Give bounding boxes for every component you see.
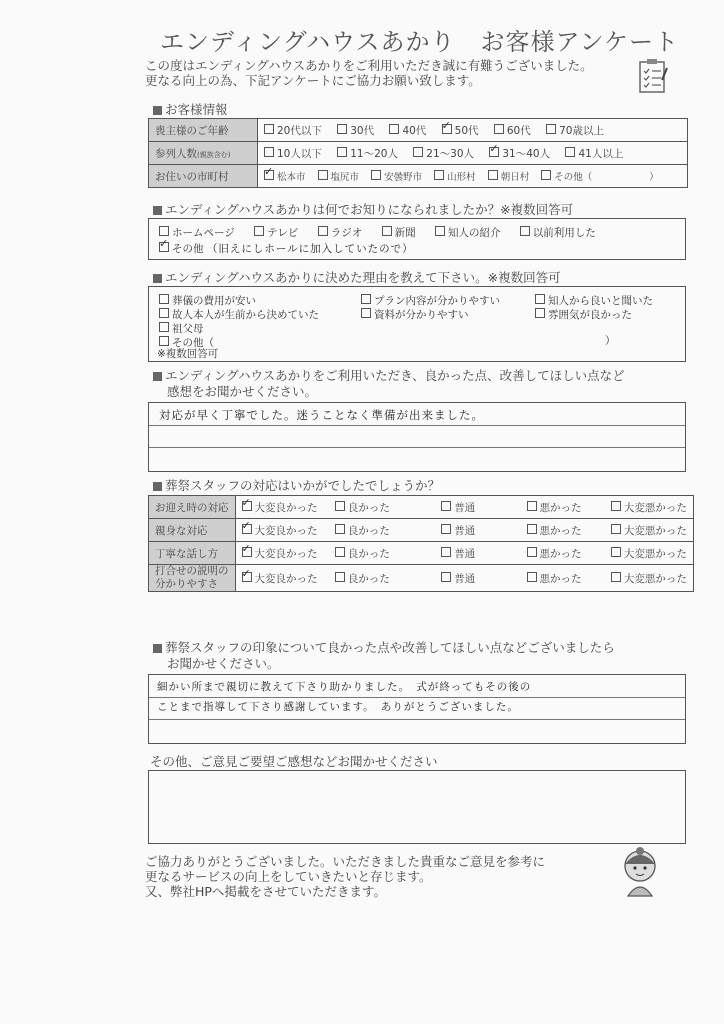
- checkbox[interactable]: [361, 294, 371, 304]
- checkbox[interactable]: [335, 524, 345, 534]
- section-mark-icon: [153, 106, 162, 115]
- section-mark-icon: [153, 206, 162, 215]
- section-heading-other: その他、ご意見ご要望ご感想などお聞かせください: [150, 754, 438, 769]
- checkbox[interactable]: [434, 170, 444, 180]
- impression-box[interactable]: [148, 674, 686, 744]
- attendee-options: 10人以下 11〜20人 21〜30人 ✓ 31〜40人 41人以上: [258, 142, 688, 165]
- section-mark-icon: [153, 372, 162, 381]
- rating-options: ✓ 大変良かった 良かった 普通 悪かった 大変悪かった: [235, 542, 693, 565]
- page-title: エンディングハウスあかり お客様アンケート: [160, 28, 679, 56]
- checkbox[interactable]: [611, 547, 621, 557]
- section-heading-good: エンディングハウスあかりをご利用いただき、良かった点、改善してほしい点など 感想をお聞かせください。: [153, 368, 625, 400]
- checkbox-checked[interactable]: [264, 170, 274, 180]
- checkbox-checked[interactable]: [159, 242, 169, 252]
- checkbox[interactable]: [159, 336, 169, 346]
- checkbox[interactable]: [361, 308, 371, 318]
- table-row: [149, 165, 688, 188]
- checkbox[interactable]: [159, 322, 169, 332]
- checkbox[interactable]: [546, 124, 556, 134]
- checkbox-checked[interactable]: [242, 524, 252, 534]
- table-row: [149, 565, 694, 592]
- checkbox[interactable]: [264, 147, 274, 157]
- checkbox[interactable]: [159, 226, 169, 236]
- checkbox-checked[interactable]: [242, 547, 252, 557]
- checkbox[interactable]: [264, 124, 274, 134]
- section-mark-icon: [153, 274, 162, 283]
- checkbox[interactable]: [435, 226, 445, 236]
- checkbox[interactable]: [335, 547, 345, 557]
- row-label: 丁寧な話し方: [149, 542, 236, 565]
- section-heading-impression: 葬祭スタッフの印象について良かった点や改善してほしい点などございましたら お聞かせください。: [153, 640, 615, 672]
- section-heading-reason: エンディングハウスあかりに決めた理由を教えて下さい。※複数回答可: [153, 268, 561, 286]
- girl-mascot-icon: [616, 846, 664, 898]
- row-label: 喪主様のご年齢: [149, 119, 258, 142]
- handwritten-other: （旧えにしホールに加入していたので）: [206, 243, 414, 255]
- intro-text: この度はエンディングハウスあかりをご利用いただき誠に有難うございました。 更なる向上の為、下記アンケートにご協力お願い致します。: [145, 58, 593, 88]
- table-row: [149, 119, 688, 142]
- section-mark-icon: [153, 644, 162, 653]
- checkbox[interactable]: [441, 572, 451, 582]
- row-label: 参列人数(親族含む): [149, 142, 258, 165]
- checkbox[interactable]: [611, 524, 621, 534]
- checkbox[interactable]: [389, 124, 399, 134]
- section-mark-icon: [153, 482, 162, 491]
- checkbox[interactable]: [441, 547, 451, 557]
- checkbox[interactable]: [159, 294, 169, 304]
- checkbox[interactable]: [441, 524, 451, 534]
- table-row: [149, 519, 694, 542]
- checkbox[interactable]: [527, 501, 537, 511]
- checkbox[interactable]: [337, 124, 347, 134]
- checkbox[interactable]: [535, 308, 545, 318]
- checkbox[interactable]: [335, 501, 345, 511]
- row-label: 親身な対応: [149, 519, 236, 542]
- table-row: [149, 542, 694, 565]
- table-row: [149, 496, 694, 519]
- checkbox[interactable]: [318, 226, 328, 236]
- age-options: 20代以下 30代 40代 ✓ 50代 60代 70歳以上: [258, 119, 688, 142]
- checkbox[interactable]: [441, 501, 451, 511]
- checkbox[interactable]: [494, 124, 504, 134]
- checkbox[interactable]: [371, 170, 381, 180]
- rating-options: ✓ 大変良かった 良かった 普通 悪かった 大変悪かった: [235, 519, 693, 542]
- row-label: お住いの市町村: [149, 165, 258, 188]
- other-comments-box[interactable]: [148, 770, 686, 844]
- closing-text: ご協力ありがとうございました。いただきました貴重なご意見を参考に 更なるサービスの向上をしていきたいと存じます。 又、弊社HPへ掲載をさせていただきます。: [145, 854, 546, 899]
- multiple-answer-note: ※複数回答可: [157, 348, 219, 360]
- checkbox-checked[interactable]: [242, 501, 252, 511]
- handwritten-answer: 対応が早く丁寧でした。迷うことなく準備が出来ました。: [159, 408, 484, 422]
- handwritten-answer-line2: ことまで指導して下さり感謝しています。 ありがとうございました。: [157, 701, 519, 713]
- checkbox[interactable]: [535, 294, 545, 304]
- reason-options-box: 葬儀の費用が安い プラン内容が分かりやすい 知人から良いと聞いた 故人本人が生前から決めていた 資料が分かりやすい 雰囲気が良かった 祖父母 その他（ ） ※複数回答可: [148, 286, 686, 362]
- checkbox[interactable]: [565, 147, 575, 157]
- section-heading-info: お客様情報: [153, 100, 228, 118]
- checkbox[interactable]: [335, 572, 345, 582]
- checkbox-checked[interactable]: [489, 147, 499, 157]
- rating-options: ✓ 大変良かった 良かった 普通 悪かった 大変悪かった: [235, 496, 693, 519]
- checkbox[interactable]: [527, 547, 537, 557]
- checkbox[interactable]: [611, 501, 621, 511]
- checkbox[interactable]: [337, 147, 347, 157]
- clipboard-checklist-icon: [638, 58, 668, 94]
- good-points-box[interactable]: [148, 402, 686, 472]
- checkbox[interactable]: [611, 572, 621, 582]
- handwritten-answer-line1: 細かい所まで親切に教えて下さり助かりました。 式が終ってもその後の: [157, 681, 532, 693]
- checkbox-checked[interactable]: [442, 124, 452, 134]
- checkbox[interactable]: [488, 170, 498, 180]
- section-heading-staff: 葬祭スタッフの対応はいかがでしたでしょうか？: [153, 476, 440, 494]
- staff-rating-table: [148, 495, 694, 592]
- section-heading-how: エンディングハウスあかりは何でお知りになられましたか？※複数回答可: [153, 200, 573, 218]
- customer-info-table: [148, 118, 688, 188]
- checkbox[interactable]: [520, 226, 530, 236]
- checkbox-checked[interactable]: [242, 572, 252, 582]
- checkbox[interactable]: [527, 572, 537, 582]
- row-label: 打合せの説明の 分かりやすさ: [149, 565, 236, 592]
- how-options-box: ホームページ テレビ ラジオ 新聞 知人の紹介 以前利用した ✓その他 （旧えにしホールに加入していたので）: [148, 218, 686, 260]
- checkbox[interactable]: [413, 147, 423, 157]
- city-options: ✓ 松本市 塩尻市 安曇野市 山形村 朝日村 その他（ ）: [258, 165, 688, 188]
- checkbox[interactable]: [254, 226, 264, 236]
- checkbox[interactable]: [159, 308, 169, 318]
- checkbox[interactable]: [527, 524, 537, 534]
- checkbox[interactable]: [541, 170, 551, 180]
- rating-options: ✓ 大変良かった 良かった 普通 悪かった 大変悪かった: [235, 565, 693, 592]
- row-label: お迎え時の対応: [149, 496, 236, 519]
- checkbox[interactable]: [382, 226, 392, 236]
- table-row: [149, 142, 688, 165]
- checkbox[interactable]: [318, 170, 328, 180]
